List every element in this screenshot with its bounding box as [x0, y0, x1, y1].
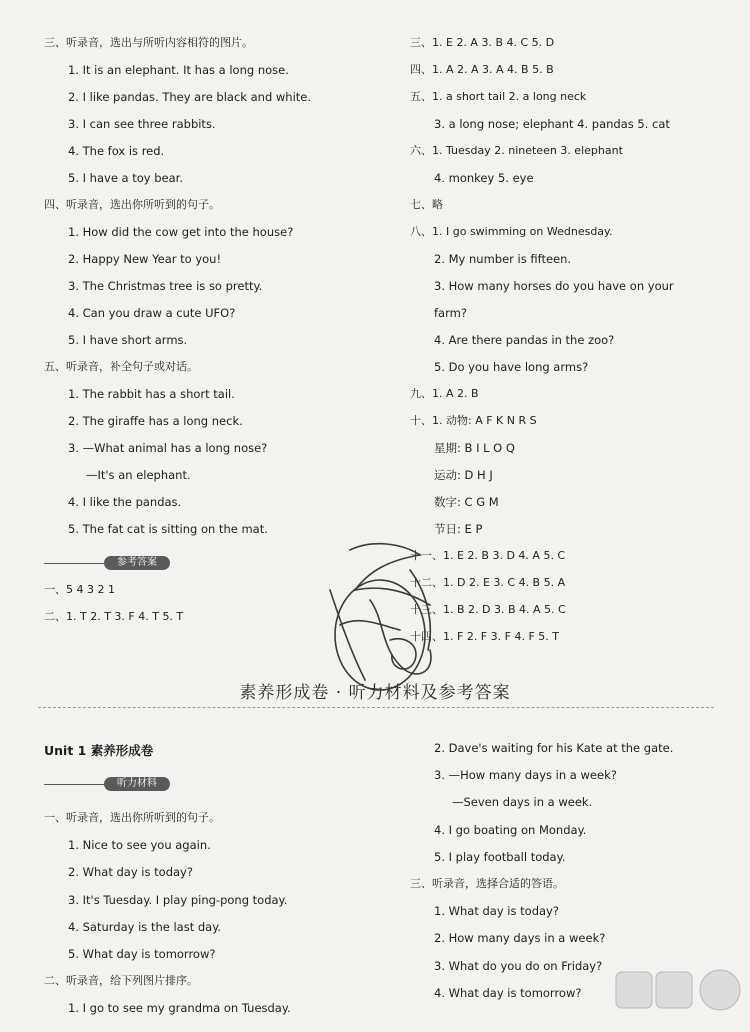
list-item: 1. What day is today? — [434, 904, 559, 919]
list-item: 5. The fat cat is sitting on the mat. — [68, 522, 268, 536]
list-item: 运动: D H J — [434, 468, 493, 482]
list-item: 5. Do you have long arms? — [434, 360, 589, 374]
section-heading: 六、1. Tuesday 2. nineteen 3. elephant — [410, 144, 623, 157]
handwritten-watermark — [310, 530, 450, 710]
list-item: 2. My number is fifteen. — [434, 252, 572, 266]
list-item: 2. The giraffe has a long neck. — [68, 414, 243, 428]
section-heading: 五、1. a short tail 2. a long neck — [410, 90, 587, 103]
listening-tag: 听力材料 — [104, 777, 170, 791]
list-item: farm? — [434, 306, 467, 320]
list-item: 节日: E P — [434, 522, 483, 536]
list-item: 3. What do you do on Friday? — [434, 958, 603, 973]
unit-title: Unit 1 素养形成卷 — [44, 743, 154, 758]
section-heading: 十四、1. F 2. F 3. F 4. F 5. T — [410, 630, 559, 643]
section-heading: 二、听录音，给下列图片排序。 — [44, 974, 198, 988]
list-item: 4. Can you draw a cute UFO? — [68, 306, 236, 320]
section-heading: 七、略 — [410, 198, 443, 211]
list-item: 4. monkey 5. eye — [434, 171, 534, 185]
list-item: 1. How did the cow get into the house? — [68, 225, 294, 239]
list-item: 1. It is an elephant. It has a long nose. — [68, 63, 289, 77]
list-item: 4. What day is tomorrow? — [434, 985, 582, 1000]
section-heading: 三、听录音，选择合适的答语。 — [410, 877, 564, 890]
list-item: 2. I like pandas. They are black and white. — [68, 90, 312, 104]
section-heading: 十一、1. E 2. B 3. D 4. A 5. C — [410, 549, 566, 562]
list-item: 2. Dave's waiting for his Kate at the gate. — [434, 741, 674, 755]
list-item: 3. How many horses do you have on your — [434, 279, 674, 293]
section-heading: 三、听录音，选出与所听内容相符的图片。 — [44, 36, 253, 49]
section-heading: 二、1. T 2. T 3. F 4. T 5. T — [44, 610, 184, 623]
answers-tag: 参考答案 — [104, 556, 170, 570]
section-heading: 三、1. E 2. A 3. B 4. C 5. D — [410, 36, 555, 49]
section-heading: 四、1. A 2. A 3. A 4. B 5. B — [410, 63, 554, 76]
list-item: 5. I have short arms. — [68, 333, 188, 347]
section-heading: 十二、1. D 2. E 3. C 4. B 5. A — [410, 576, 566, 589]
list-item: 星期: B I L O Q — [434, 441, 515, 455]
list-item: 4. I like the pandas. — [68, 495, 182, 509]
list-item: 1. The rabbit has a short tail. — [68, 387, 235, 401]
answers-tag-row — [44, 556, 170, 570]
section-heading: 五、听录音，补全句子或对话。 — [44, 360, 198, 373]
listening-tag-row — [44, 777, 170, 791]
list-item: 2. Happy New Year to you! — [68, 252, 222, 266]
section-heading: 一、听录音，选出你所听到的句子。 — [44, 811, 220, 824]
list-item: 5. I play football today. — [434, 849, 566, 864]
list-item: 1. I go to see my grandma on Tuesday. — [68, 1001, 291, 1016]
list-item: 4. Are there pandas in the zoo? — [434, 333, 615, 347]
section-heading: 九、1. A 2. B — [410, 387, 479, 400]
site-logo-watermark — [612, 964, 748, 1024]
section-heading: 四、听录音，选出你所听到的句子。 — [44, 198, 220, 211]
tag-rule — [44, 563, 104, 564]
section-band-title: 素养形成卷 · 听力材料及参考答案 — [239, 683, 511, 703]
list-item: —Seven days in a week. — [452, 795, 593, 810]
list-item: 3. —What animal has a long nose? — [68, 441, 268, 455]
tag-rule — [44, 784, 104, 785]
list-item: 4. Saturday is the last day. — [68, 919, 222, 934]
list-item: 4. I go boating on Monday. — [434, 822, 587, 837]
list-item: 3. It's Tuesday. I play ping-pong today. — [68, 892, 288, 907]
list-item: 5. What day is tomorrow? — [68, 947, 216, 961]
section-heading: 八、1. I go swimming on Wednesday. — [410, 225, 613, 238]
list-item: 1. Nice to see you again. — [68, 838, 211, 853]
list-item: 2. How many days in a week? — [434, 931, 606, 946]
list-item: 数字: C G M — [434, 495, 499, 509]
list-item: 5. I have a toy bear. — [68, 171, 184, 185]
list-item: 4. The fox is red. — [68, 144, 165, 158]
section-heading: 一、5 4 3 2 1 — [44, 583, 115, 596]
list-item: 2. What day is today? — [68, 865, 193, 880]
section-heading: 十、1. 动物: A F K N R S — [410, 414, 537, 427]
section-heading: 十三、1. B 2. D 3. B 4. A 5. C — [410, 603, 566, 616]
list-item: 3. The Christmas tree is so pretty. — [68, 279, 263, 293]
list-item: 3. —How many days in a week? — [434, 768, 617, 783]
list-item: 3. a long nose; elephant 4. pandas 5. cat — [434, 117, 670, 131]
list-item: —It's an elephant. — [86, 468, 191, 482]
list-item: 3. I can see three rabbits. — [68, 117, 216, 131]
